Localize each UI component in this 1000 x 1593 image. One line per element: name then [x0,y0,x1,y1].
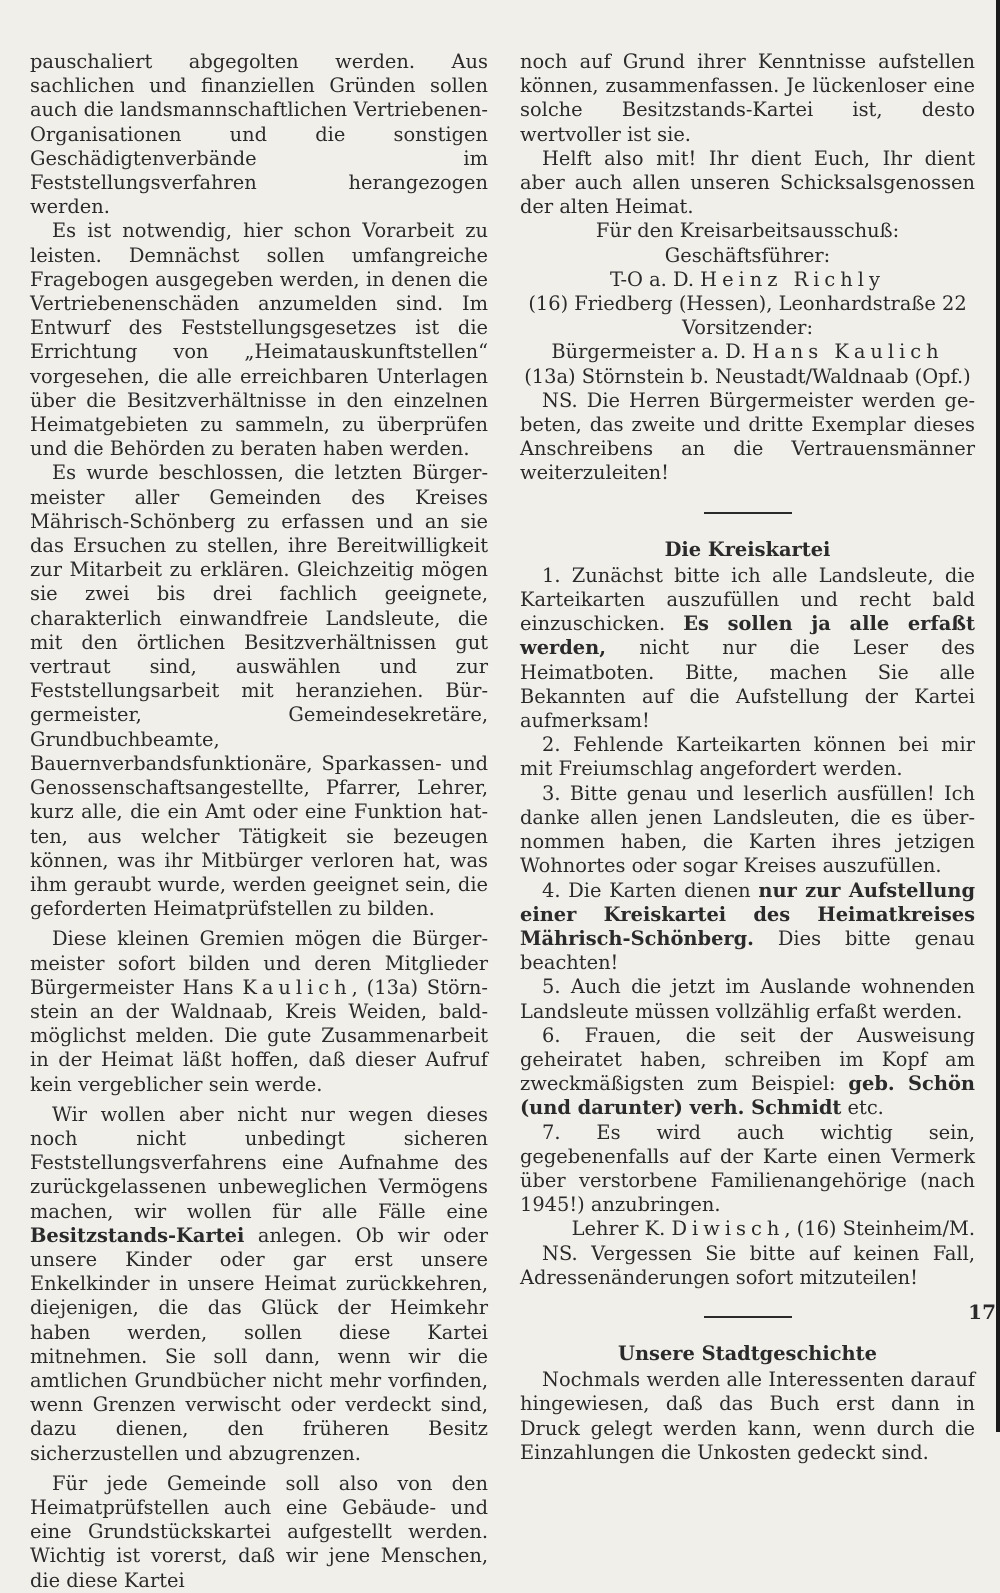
section-heading: Unsere Stadtgeschichte [618,1341,877,1365]
text-run: T-O a. D. [610,267,701,291]
text-run: nicht nur die Leser des Heimatboten. Bitte, machen Sie alle Bekannten auf die Aufstellung der Kartei aufmerksam! [520,636,975,733]
text-run: Diese kleinen Gremien mögen die Bürgermeister sofort bilden und deren Mitglieder Bürgermeister Hans [30,927,488,999]
paragraph: Es wurde beschlossen, die letzten Bürgermeister aller Gemeinden des Kreises Mährisch-Schönberg zu erfassen und an sie das Ersuchen zu stellen, ihre Bereitwilligkeit zur Mitarbeit zu erklären. Gleichzeitig mögen sie zwei bis drei fachlich geeignete, charakterlich einwandfreie Landsleute, die mit den örtlichen Besitzverhältnissen gut vertraut sind, auswählen und zur Feststellungsarbeit mit heranziehen. Bürgermeister, Gemeindesekretäre, Grundbuchbeamte, Bauernverbandsfunktionäre, Sparkassen- und Genossenschaftsangestellte, Pfarrer, Lehrer, kurz alle, die ein Amt oder eine Funktion hatten, aus welcher Tätigkeit sie bezeugen können, was ihr Mitbürger verloren hat, was ihm geraubt wurde, werden geeignet sein, die geforderten Heimatprüfstellen zu bilden. [30,461,488,921]
bold-term: Es sollen ja alle erfaßt werden, [520,612,975,660]
name-richly: Heinz Richly [700,267,885,291]
name-kaulich: Hans Kaulich [752,340,944,364]
text-run: , (13a) Störnstein an der Waldnaab, Kreis Weiden, baldmöglichst melden. Die gute Zusammenarbeit in der Heimat läßt hoffen, daß dieser Aufruf kein vergeblicher sein werde. [30,975,488,1096]
list-item: 5. Auch die jetzt im Auslande wohnenden Landsleute müssen vollzählig erfaßt werden. [520,975,975,1023]
paragraph [30,1103,488,1466]
list-item: 7. Es wird auch wichtig sein, gegebenenfalls auf der Karte einen Vermerk über verstorbene Familienangehörige (nach 1945!) anzubringen. [520,1120,975,1217]
name-kaulich: Kaulich [242,975,352,999]
divider [704,1316,792,1318]
bold-term: Besitzstands-Kartei [30,1223,245,1247]
list-item [520,1024,975,1121]
paragraph [30,927,488,1096]
paragraph: Helft also mit! Ihr dient Euch, Ihr dient aber auch allen unseren Schicksalsgenossen der alten Heimat. [520,146,975,219]
signature-address: (13a) Störnstein b. Neustadt/Waldnaab (Opf.) [524,364,971,388]
signature-line: Für den Kreisarbeitsausschuß: [595,219,900,243]
signature-address: (16) Friedberg (Hessen), Leonhardstraße 22 [528,292,967,316]
paragraph: pauschaliert abgegolten werden. Aus sachlichen und finanziellen Gründen sollen auch die landsmannschaftlichen Vertriebenen-Organisationen und die sonstigen Geschädigtenverbände im Feststellungsverfahren herangezogen werden. [30,50,488,219]
signature-line: Vorsitzender: [682,316,813,340]
list-item: 3. Bitte genau und leserlich ausfüllen! Ich danke allen jenen Landsleuten, die es übernommen haben, die Karten ihres jetzigen Wohnortes oder sogar Kreises auszufüllen. [520,781,975,878]
paragraph: Nochmals werden alle Interessenten darauf hingewiesen, daß das Buch erst dann in Druck gelegt werden kann, wenn durch die Einzahlungen die Unkosten gedeckt sind. [520,1368,975,1464]
paragraph: Es ist notwendig, hier schon Vorarbeit zu leisten. Demnächst sollen umfangreiche Fragebogen ausgegeben werden, in denen die Vertriebenenschäden anzumelden sind. Im Entwurf des Feststellungsgesetzes ist die Errichtung von „Heimatauskunftstellen“ vorgesehen, die alle erreichbaren Unterlagen über die Besitzverhältnisse in den einzelnen Heimatgebieten zu sammeln, zu überprüfen und die Behörden zu beraten haben werden. [30,219,488,461]
postscript: NS. Die Herren Bürgermeister werden gebeten, das zweite und dritte Exemplar dieses Anschreibens an die Vertrauensmänner weiterzuleiten! [520,388,975,485]
list-item [520,879,975,976]
text-run: 4. Die Karten dienen [542,878,759,902]
list-item [520,564,975,733]
signature-name [520,340,975,364]
text-run: Wir wollen aber nicht nur wegen dieses noch nicht unbedingt sicheren Feststellungsverfahrens eine Aufnahme des zurückgelassenen unbeweglichen Vermögens machen, wir wollen für alle Fälle eine [30,1102,488,1223]
divider [704,512,792,514]
paragraph: Für jede Gemeinde soll also von den Heimatprüfstellen auch eine Gebäude- und eine Grundstückskartei aufgestellt werden. Wichtig ist vorerst, daß wir jene Menschen, die diese Kartei [30,1471,488,1592]
right-column [520,50,975,1465]
name-diwisch: Diwisch [671,1217,785,1241]
text-run: 1. Zunächst bitte ich alle Landsleute, die Karteikarten auszufüllen und recht bald einzuschicken. [520,563,975,636]
page-number: 17 [968,1300,996,1324]
text-run: Dies bitte genau beachten! [520,926,975,975]
bold-term: geb. Schön (und darunter) verh. Schmidt [520,1072,975,1120]
text-run: , (16) Steinheim/M. [784,1217,975,1241]
text-run: 6. Frauen, die seit der Ausweisung geheiratet haben, schreiben im Kopf am zweckmäßigsten zum Beispiel: [520,1023,975,1096]
postscript: NS. Vergessen Sie bitte auf keinen Fall, Adressenänderungen sofort mitzuteilen! [520,1241,975,1289]
bold-term: nur zur Aufstellung einer Kreiskartei des Heimatkreises Mährisch-Schönberg. [520,878,976,950]
text-run: Lehrer K. [571,1217,672,1241]
signature-name [520,1217,975,1241]
left-column [30,50,488,1593]
text-run: etc. [841,1096,884,1120]
paragraph: noch auf Grund ihrer Kenntnisse aufstellen können, zusammenfassen. Je lückenloser eine solche Besitzstands-Kartei ist, desto wertvoller ist sie. [520,50,975,146]
list-item: 2. Fehlende Karteikarten können bei mir mit Freiumschlag angefordert werden. [520,733,975,781]
text-run: anlegen. Ob wir oder unsere Kinder oder gar erst unsere Enkelkinder in unsere Heimat zurückkehren, diejenigen, die das Glück der Heimkehr haben werden, sollen diese Kartei mitnehmen. Sie soll dann, wenn wir die amtlichen Grundbücher nicht mehr vorfinden, wenn Grenzen verwischt oder verdeckt sind, dazu dienen, den früheren Besitz sicherzustellen und abzugrenzen. [30,1223,488,1465]
section-heading: Die Kreiskartei [664,537,831,561]
page-edge [996,0,1000,1432]
signature-name [520,268,975,292]
signature-line: Geschäftsführer: [664,243,831,267]
text-run: Bürgermeister a. D. [551,340,753,364]
